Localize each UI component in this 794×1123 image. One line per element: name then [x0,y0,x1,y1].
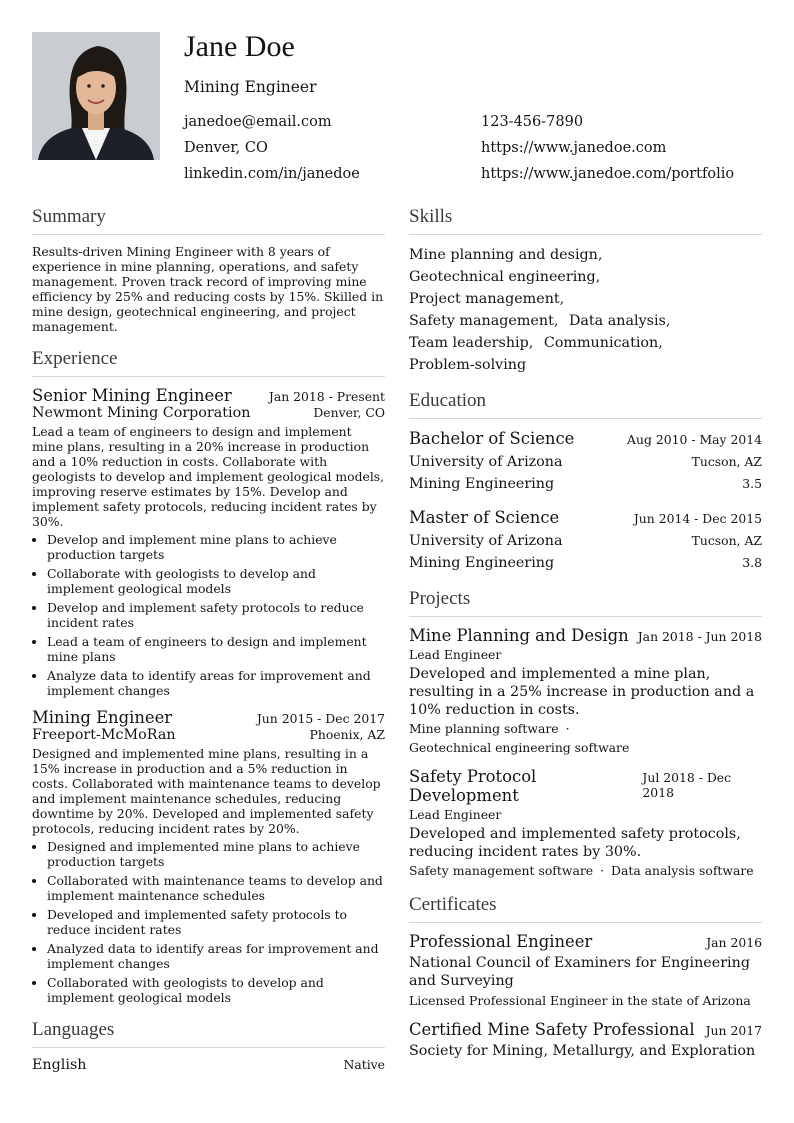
skills-line [409,332,762,354]
skill-item: Safety management, [409,313,559,329]
job-title: Senior Mining Engineer [32,386,232,405]
education-entry [409,428,762,495]
bullet-item: • Develop and implement mine plans to achieve production targets [47,532,385,562]
skills-line [409,354,762,376]
skill-item: Data analysis, [568,313,671,329]
candidate-name: Jane Doe [184,30,295,63]
job-description: Designed and implemented mine plans, resulting in a 15% increase in production and a 5% reduction in costs. Collaborated with maintenance teams to develop and implement maintenance schedules, reducing downtime by 20%. Developed and implemented safety protocols, reducing incident rates by 20%. [32,746,381,836]
project-description: Developed and implemented safety protocols, reducing incident rates by 30%. [409,826,741,860]
tool-item: Geotechnical engineering software [409,740,630,755]
skills-line [409,310,762,332]
skills-section [409,206,762,376]
school: University of Arizona [409,533,563,549]
job-location: Phoenix, AZ [309,727,385,742]
certificate-issuer: National Council of Examiners for Engineering and Surveying [409,955,750,989]
education-section [409,390,762,574]
certificate-name: Professional Engineer [409,932,593,951]
skill-item: Problem-solving [409,357,527,373]
gpa: 3.8 [742,555,762,570]
certificate-issuer: Society for Mining, Metallurgy, and Exploration [409,1043,756,1059]
experience-heading: Experience [32,348,385,377]
projects-section [409,588,762,880]
project-dates: Jan 2018 - Jun 2018 [637,629,762,644]
education-dates: Jun 2014 - Dec 2015 [633,511,762,526]
experience-entry [32,708,385,1005]
experience-section [32,348,385,1005]
bullet-item: • Developed and implemented safety protocols to reduce incident rates [47,907,385,937]
school-location: Tucson, AZ [691,533,762,548]
certificates-section [409,894,762,1060]
project-entry [409,767,762,880]
linkedin-link[interactable]: linkedin.com/in/janedoe [184,166,360,182]
project-description: Developed and implemented a mine plan, resulting in a 25% increase in production and a 10% reduction in costs. [409,666,755,718]
summary-section [32,206,385,334]
certificate-date: Jan 2016 [706,935,762,950]
certificate-date: Jun 2017 [705,1023,762,1038]
skills-heading: Skills [409,206,762,235]
bullet-item: • Analyze data to identify areas for improvement and implement changes [47,668,385,698]
gpa: 3.5 [742,476,762,491]
degree: Master of Science [409,508,560,527]
project-dates: Jul 2018 - Dec 2018 [642,770,732,800]
project-tools [409,719,762,757]
portrait-icon [32,32,160,160]
certificate-entry [409,932,762,1010]
education-heading: Education [409,390,762,419]
bullet-item: • Lead a team of engineers to design and implement mine plans [47,634,385,664]
certificate-name: Certified Mine Safety Professional [409,1020,695,1039]
company-name: Newmont Mining Corporation [32,405,251,421]
job-dates: Jun 2015 - Dec 2017 [256,711,385,726]
bullet-item: • Collaborate with geologists to develop and implement geological models [47,566,385,596]
summary-text: Results-driven Mining Engineer with 8 years of experience in mine planning, operations, and safety management. Proven track record of improving mine efficiency by 25% and reducing costs by 15%. Skilled in mine design, geotechnical engineering, and project management. [32,244,384,334]
job-location: Denver, CO [313,405,385,420]
bullet-item: • Collaborated with geologists to develop and implement geological models [47,975,385,1005]
job-bullets [32,532,385,698]
email[interactable]: janedoe@email.com [184,114,332,130]
job-description: Lead a team of engineers to design and implement mine plans, resulting in a 20% increase in production and a 10% reduction in costs. Collaborate with geologists to develop and implement geological models, improving reserve estimates by 15%. Develop and implement safety protocols, reducing incident rates by 30%. [32,424,385,529]
candidate-title: Mining Engineer [184,78,317,96]
summary-heading: Summary [32,206,385,235]
skills-line [409,266,762,310]
project-role: Lead Engineer [409,807,502,822]
bullet-item: • Collaborated with maintenance teams to develop and implement maintenance schedules [47,873,385,903]
project-entry [409,626,762,757]
right-column [409,206,762,1074]
project-tools [409,861,762,880]
school-location: Tucson, AZ [691,454,762,469]
tool-item: Safety management software [409,863,594,878]
skills-line [409,244,762,266]
degree: Bachelor of Science [409,429,575,448]
website-link[interactable]: https://www.janedoe.com [481,140,667,156]
separator-dot: · [600,863,605,878]
bullet-item: • Develop and implement safety protocols to reduce incident rates [47,600,385,630]
portfolio-link[interactable]: https://www.janedoe.com/portfolio [481,166,735,182]
tool-item: Mine planning software [409,721,559,736]
skill-item: Team leadership, [409,335,534,351]
location: Denver, CO [184,140,268,156]
languages-heading: Languages [32,1019,385,1048]
tool-item: Data analysis software [611,863,754,878]
field-of-study: Mining Engineering [409,555,555,571]
certificates-heading: Certificates [409,894,762,923]
experience-entry [32,386,385,698]
skill-item: Geotechnical engineering, [409,269,601,285]
project-name: Safety Protocol Development [409,767,537,805]
skill-item: Mine planning and design, [409,247,603,263]
education-entry [409,507,762,574]
education-dates: Aug 2010 - May 2014 [627,432,762,447]
profile-photo [32,32,160,160]
language-level: Native [343,1057,385,1072]
job-title: Mining Engineer [32,708,173,727]
school: University of Arizona [409,454,563,470]
job-bullets [32,839,385,1005]
left-column [32,206,385,1087]
skill-item: Project management, [409,291,565,307]
project-name: Mine Planning and Design [409,626,629,645]
project-role: Lead Engineer [409,647,502,662]
phone[interactable]: 123-456-7890 [481,114,584,130]
certificate-entry [409,1020,762,1060]
job-dates: Jan 2018 - Present [268,389,385,404]
certificate-description: Licensed Professional Engineer in the state of Arizona [409,993,751,1008]
language-name: English [32,1057,87,1073]
separator-dot: · [565,721,570,736]
field-of-study: Mining Engineering [409,476,555,492]
language-entry [32,1057,385,1073]
languages-section [32,1019,385,1073]
skills-list [409,244,762,376]
bullet-item: • Designed and implemented mine plans to achieve production targets [47,839,385,869]
bullet-item: • Analyzed data to identify areas for improvement and implement changes [47,941,385,971]
projects-heading: Projects [409,588,762,617]
company-name: Freeport-McMoRan [32,727,176,743]
skill-item: Communication, [543,335,663,351]
